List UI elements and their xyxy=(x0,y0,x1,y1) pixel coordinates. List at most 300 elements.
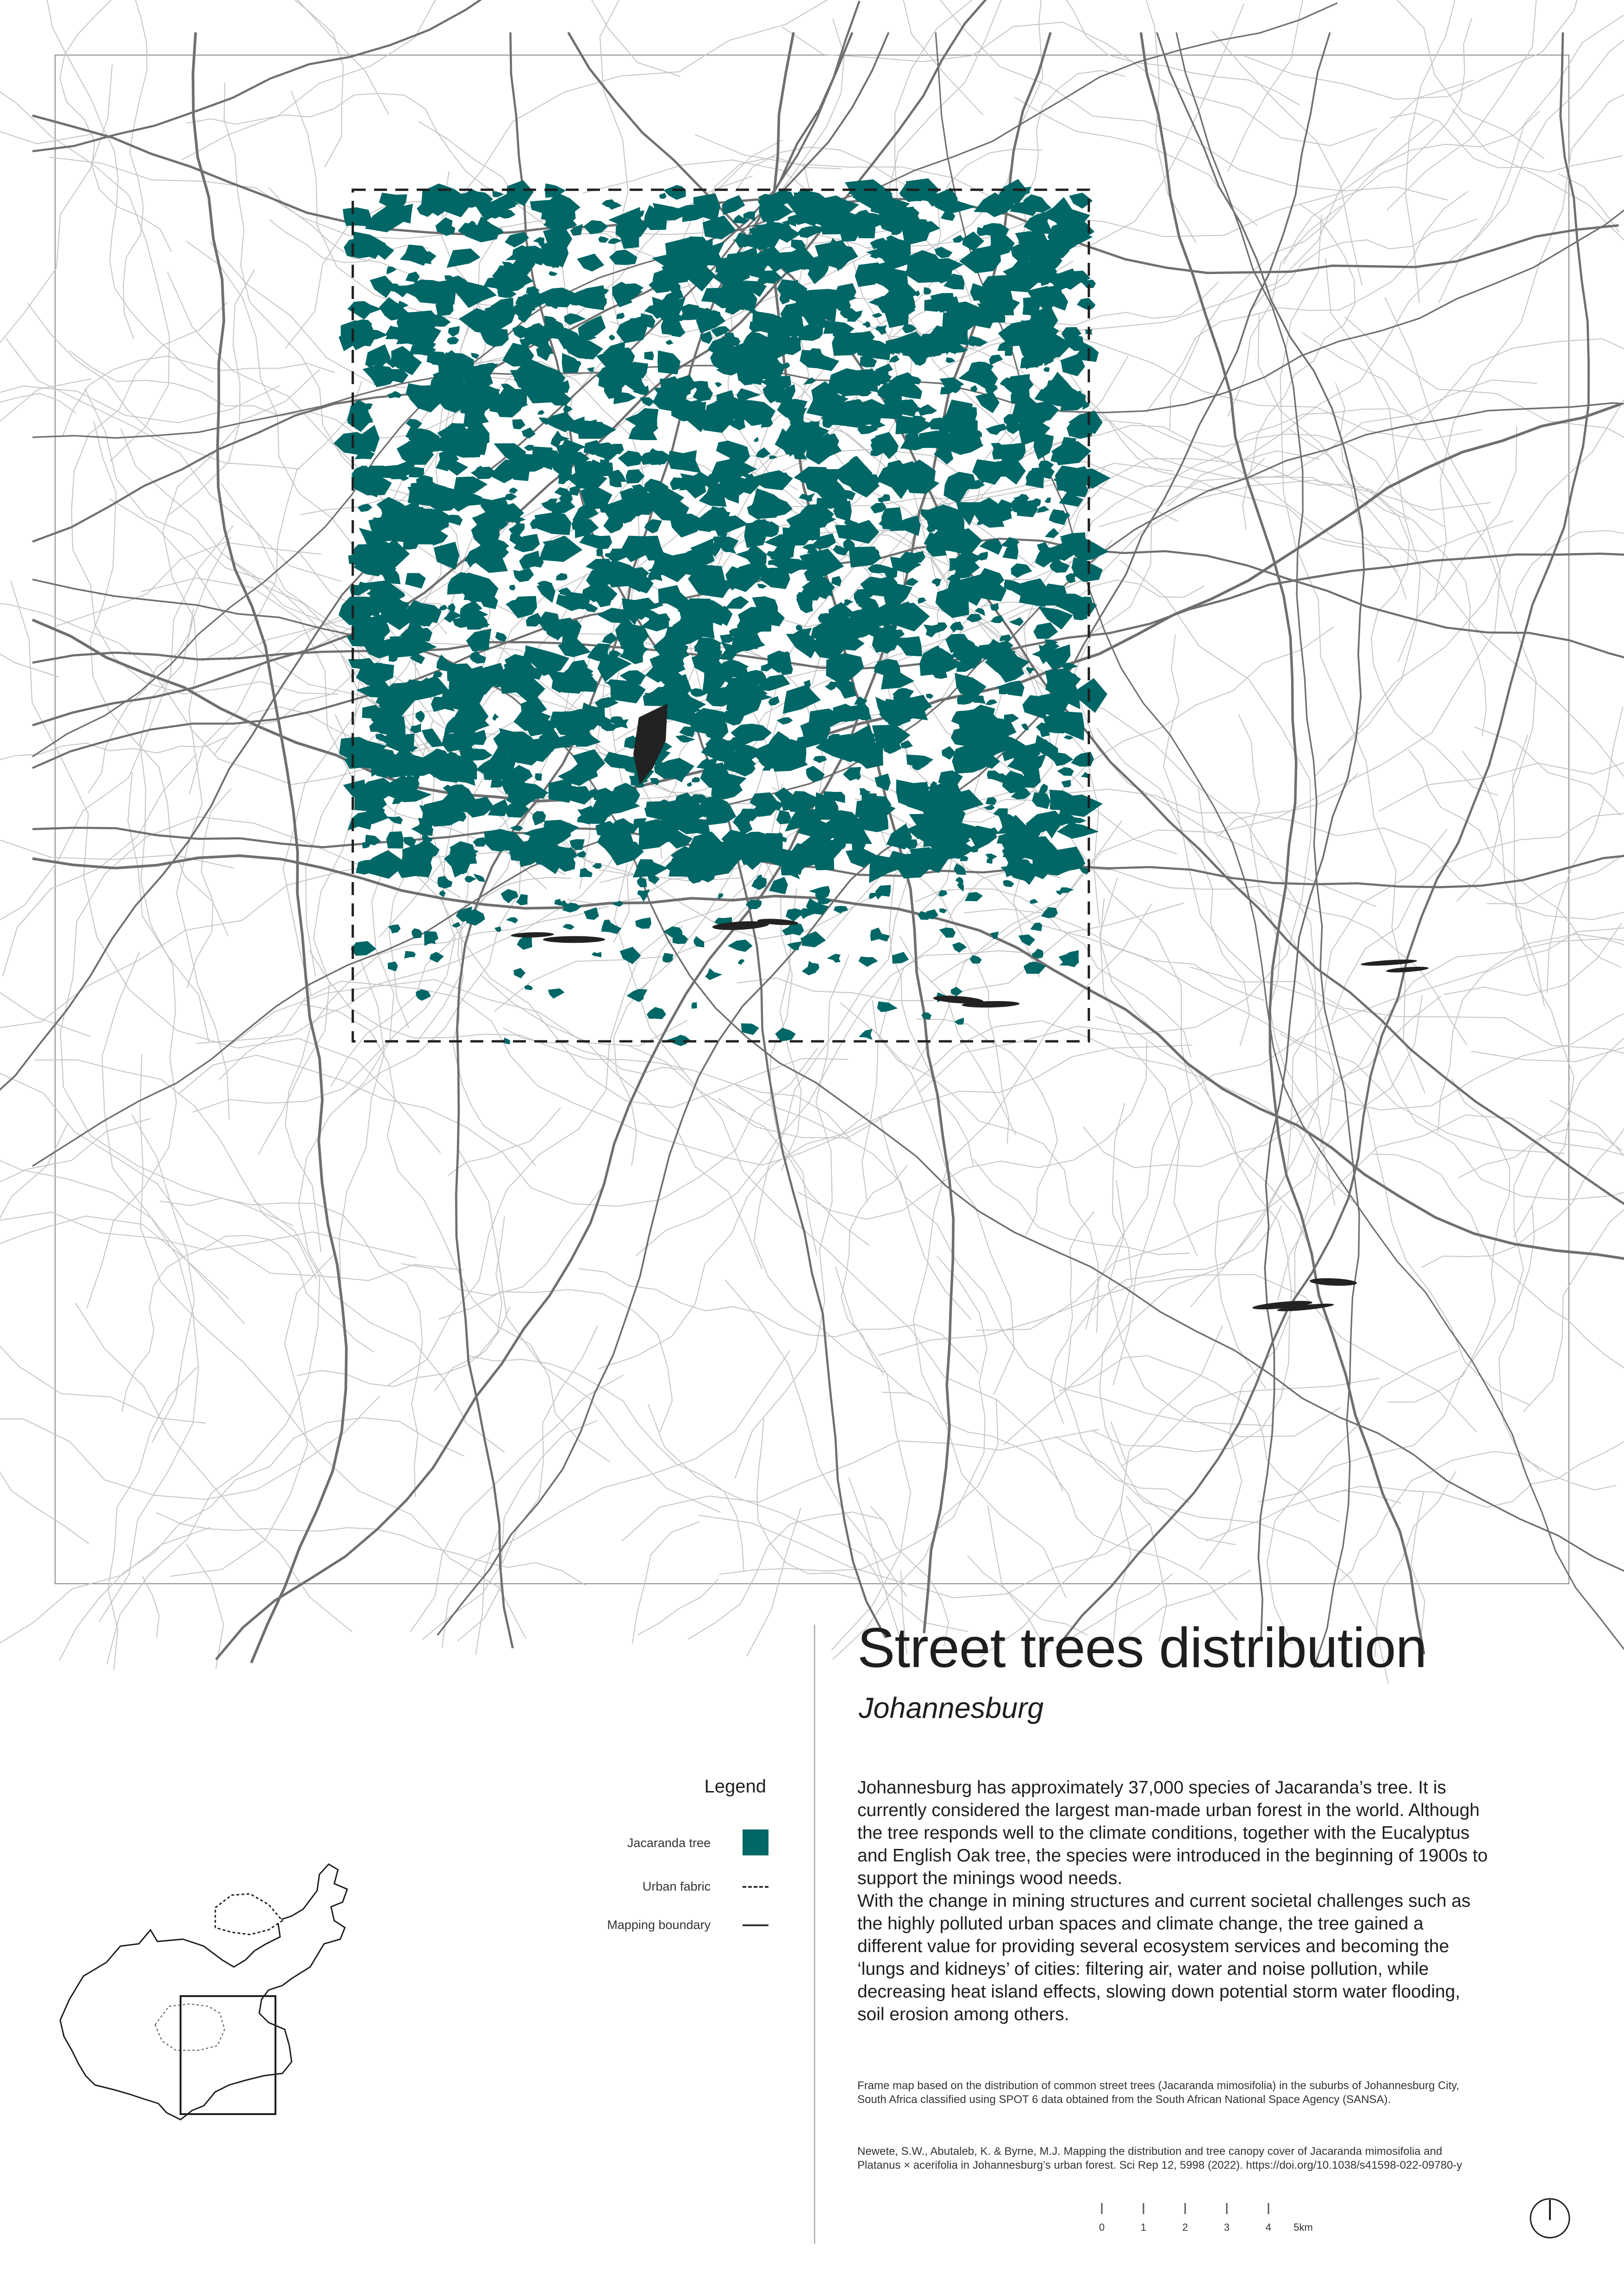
minor-road xyxy=(0,1465,89,1544)
jacaranda-patch xyxy=(493,713,499,721)
jacaranda-patch xyxy=(453,477,487,494)
minor-road xyxy=(1443,923,1622,996)
jacaranda-patch xyxy=(584,907,599,920)
inset-north-lobe xyxy=(215,1894,282,1935)
minor-road xyxy=(1435,75,1624,601)
minor-road xyxy=(107,1201,320,1664)
minor-road xyxy=(258,714,355,1154)
legend-label: Jacaranda tree xyxy=(627,1836,711,1850)
jacaranda-patch xyxy=(1036,722,1050,737)
jacaranda-patch xyxy=(939,927,956,938)
minor-road xyxy=(202,381,362,661)
jacaranda-patch xyxy=(643,686,673,706)
jacaranda-patch xyxy=(862,321,870,328)
jacaranda-patch xyxy=(715,382,722,387)
minor-road xyxy=(1439,15,1624,303)
minor-road xyxy=(0,1123,68,1238)
minor-road xyxy=(480,975,762,1269)
jacaranda-patch xyxy=(834,906,849,913)
minor-road xyxy=(628,1046,869,1246)
jacaranda-patch xyxy=(583,220,608,235)
jacaranda-patch xyxy=(592,952,602,958)
jacaranda-patch xyxy=(404,951,416,959)
minor-road xyxy=(1511,530,1624,617)
minor-road xyxy=(448,1108,560,1176)
jacaranda-patch xyxy=(617,312,625,319)
jacaranda-patch xyxy=(1037,506,1049,513)
jacaranda-patch xyxy=(935,247,953,258)
jacaranda-patch xyxy=(580,868,593,877)
jacaranda-patch xyxy=(1057,767,1074,776)
jacaranda-patch xyxy=(1019,583,1049,607)
legend-item-urban-fabric xyxy=(509,1873,768,1901)
jacaranda-patch xyxy=(468,748,493,761)
jacaranda-patch xyxy=(605,553,612,558)
minor-road xyxy=(648,1404,968,1631)
minor-road xyxy=(1121,1378,1379,1467)
jacaranda-patch xyxy=(412,928,422,939)
jacaranda-patch xyxy=(513,568,534,582)
minor-road xyxy=(187,1544,224,1669)
jacaranda-patch xyxy=(447,249,481,268)
minor-road xyxy=(734,1084,971,1319)
jacaranda-patch xyxy=(881,507,903,531)
minor-road xyxy=(63,356,335,436)
jacaranda-patch xyxy=(471,521,500,547)
jacaranda-patch xyxy=(693,936,704,948)
minor-road xyxy=(688,1512,883,1639)
municipal-boundary-outline xyxy=(60,1864,347,2120)
jacaranda-patch xyxy=(783,685,821,714)
minor-road xyxy=(1004,829,1447,1444)
minor-road xyxy=(0,1396,380,1499)
jacaranda-patch xyxy=(434,542,460,570)
jacaranda-patch xyxy=(607,238,622,244)
jacaranda-patch xyxy=(648,875,660,884)
jacaranda-patch xyxy=(956,877,963,884)
mine-dump xyxy=(1386,966,1429,974)
jacaranda-patch xyxy=(692,777,700,783)
jacaranda-patch xyxy=(362,841,370,848)
scale-label: 4 xyxy=(1265,2221,1272,2233)
jacaranda-patch xyxy=(787,941,802,950)
jacaranda-patch xyxy=(831,576,842,587)
jacaranda-patch xyxy=(722,195,745,215)
minor-road xyxy=(632,1522,700,1643)
minor-road xyxy=(878,1275,1476,1432)
minor-road xyxy=(219,981,869,1165)
jacaranda-patch xyxy=(754,437,759,442)
page-subtitle: Johannesburg xyxy=(859,1692,1044,1724)
jacaranda-patch xyxy=(1009,617,1024,626)
jacaranda-patch xyxy=(430,952,444,963)
jacaranda-patch xyxy=(537,410,544,415)
jacaranda-patch xyxy=(1071,752,1094,766)
jacaranda-patch xyxy=(1004,714,1019,722)
minor-road xyxy=(1051,1212,1094,1424)
jacaranda-patch xyxy=(887,283,918,300)
jacaranda-patch xyxy=(1049,509,1068,525)
minor-road xyxy=(1512,734,1544,1006)
jacaranda-patch xyxy=(1034,432,1054,460)
jacaranda-patch xyxy=(343,207,371,226)
minor-road xyxy=(1336,383,1498,795)
jacaranda-patch xyxy=(918,404,937,416)
jacaranda-patch xyxy=(874,659,901,677)
jacaranda-patch xyxy=(626,469,645,484)
jacaranda-patch xyxy=(975,392,999,413)
jacaranda-patch xyxy=(692,1002,697,1009)
scale-bar xyxy=(1093,2203,1313,2235)
jacaranda-patch xyxy=(857,217,875,238)
jacaranda-patch xyxy=(509,585,516,591)
jacaranda-patch xyxy=(512,419,525,429)
jacaranda-patch xyxy=(954,1018,964,1025)
jacaranda-patch xyxy=(584,602,598,612)
minor-road xyxy=(1206,1491,1401,1541)
jacaranda-patch xyxy=(725,596,749,609)
jacaranda-patch xyxy=(548,989,565,999)
jacaranda-patch xyxy=(749,692,773,700)
jacaranda-patch xyxy=(769,455,778,459)
minor-road xyxy=(964,909,1265,1001)
jacaranda-patch xyxy=(989,355,1003,365)
minor-road xyxy=(1332,813,1624,1020)
legend-item-jacaranda-tree xyxy=(509,1829,768,1857)
minor-road xyxy=(1345,317,1624,457)
minor-road xyxy=(1524,1194,1624,1412)
minor-road xyxy=(735,147,920,193)
minor-road xyxy=(725,1280,907,1597)
minor-road xyxy=(1405,0,1460,303)
jacaranda-patch xyxy=(647,1007,666,1019)
jacaranda-patch xyxy=(351,941,376,956)
jacaranda-patch xyxy=(736,543,767,566)
legend-title: Legend xyxy=(704,1776,766,1797)
minor-road xyxy=(882,1392,1238,1620)
jacaranda-patch xyxy=(474,874,485,882)
jacaranda-patch xyxy=(659,193,667,199)
minor-road xyxy=(974,1159,1190,1255)
minor-road xyxy=(299,720,505,1452)
jacaranda-patch xyxy=(858,957,878,967)
scale-label: 3 xyxy=(1224,2221,1230,2233)
jacaranda-patch xyxy=(960,856,968,861)
jacaranda-patch xyxy=(362,365,398,387)
jacaranda-patch xyxy=(1033,622,1058,639)
minor-road xyxy=(1549,1100,1624,1167)
jacaranda-patch xyxy=(532,811,546,826)
minor-road xyxy=(439,1289,673,1432)
minor-road xyxy=(160,1198,423,1497)
minor-road xyxy=(60,817,461,1226)
minor-road xyxy=(411,1375,624,1632)
minor-road xyxy=(71,302,338,694)
jacaranda-patch xyxy=(609,650,622,660)
mine-dump xyxy=(1361,958,1418,967)
column-divider xyxy=(814,1624,815,2244)
page-title: Street trees distribution xyxy=(857,1616,1427,1679)
jacaranda-patch xyxy=(985,700,997,705)
jacaranda-patch xyxy=(668,450,701,473)
major-road xyxy=(1141,32,1424,1654)
jacaranda-patch xyxy=(946,357,956,363)
minor-road xyxy=(1388,1079,1510,1402)
jacaranda-patch xyxy=(1044,498,1051,503)
jacaranda-patch xyxy=(348,554,368,566)
jacaranda-patch xyxy=(509,487,518,494)
scale-label: 0 xyxy=(1099,2221,1105,2233)
minor-road xyxy=(0,386,280,423)
jacaranda-patch xyxy=(549,271,558,276)
jacaranda-patch xyxy=(1061,780,1071,787)
jacaranda-patch xyxy=(609,335,615,341)
jacaranda-patch xyxy=(1077,298,1095,311)
minor-road xyxy=(401,1152,612,1295)
scale-label: 2 xyxy=(1182,2221,1188,2233)
jacaranda-patch xyxy=(608,202,622,210)
jacaranda-patch xyxy=(926,694,933,699)
jacaranda-patch xyxy=(405,573,426,588)
minor-road xyxy=(0,1528,210,1649)
minor-road xyxy=(0,1119,150,1189)
scale-label: 5km xyxy=(1293,2221,1313,2233)
jacaranda-patch xyxy=(466,628,492,652)
jacaranda-patch xyxy=(504,493,517,501)
minor-road xyxy=(6,338,341,581)
minor-road xyxy=(59,1418,464,1661)
jacaranda-patch xyxy=(931,578,941,587)
jacaranda-patch xyxy=(577,254,604,272)
jacaranda-patch xyxy=(387,391,402,398)
jacaranda-patch xyxy=(757,584,767,589)
jacaranda-patch xyxy=(987,858,993,864)
minor-road xyxy=(187,93,534,197)
reference-citation: Newete, S.W., Abutaleb, K. & Byrne, M.J. Mapping the distribution and tree canopy cover of Jacaranda mimosifolia and Platanus × acerifolia in Johannesburg’s urban forest. Sci Rep 12, 5998 (2022). https://doi.org/10.1038/s41598-022-09780-y xyxy=(857,2145,1462,2172)
mine-dump xyxy=(543,936,605,943)
minor-road xyxy=(1228,0,1308,172)
minor-road xyxy=(862,867,1061,1202)
jacaranda-patch xyxy=(648,571,663,581)
minor-road xyxy=(1487,852,1624,904)
jacaranda-patch xyxy=(533,237,544,246)
jacaranda-patch xyxy=(387,816,403,824)
jacaranda-patch xyxy=(437,876,453,889)
jacaranda-patch xyxy=(1045,528,1059,538)
jacaranda-patch xyxy=(609,548,627,561)
jacaranda-patch xyxy=(513,968,525,978)
jacaranda-patch xyxy=(577,851,586,858)
minor-road xyxy=(179,1049,818,1207)
minor-road xyxy=(636,842,916,1256)
jacaranda-patch xyxy=(1030,899,1038,903)
jacaranda-patch xyxy=(627,989,648,1002)
minor-road xyxy=(1014,97,1257,226)
jacaranda-patch xyxy=(1018,934,1035,946)
minor-road xyxy=(1280,1034,1529,1405)
minor-road xyxy=(339,961,384,1287)
minor-road xyxy=(747,1508,801,1656)
jacaranda-patch xyxy=(776,810,791,824)
jacaranda-patch xyxy=(604,384,622,399)
minor-road xyxy=(1283,18,1472,264)
minor-road xyxy=(1390,113,1623,172)
minor-road xyxy=(457,1421,598,1642)
jacaranda-patch xyxy=(1011,563,1032,578)
jacaranda-patch xyxy=(657,350,681,374)
minor-road xyxy=(798,1042,1147,1220)
jacaranda-patch xyxy=(1030,922,1042,931)
jacaranda-patch xyxy=(939,908,947,914)
jacaranda-patch xyxy=(847,311,862,322)
jacaranda-patch xyxy=(991,615,1004,623)
jacaranda-patch xyxy=(843,599,854,606)
jacaranda-patch xyxy=(882,494,890,502)
jacaranda-patch xyxy=(874,773,891,791)
jacaranda-patch xyxy=(877,1002,898,1012)
minor-road xyxy=(47,0,213,382)
jacaranda-patch xyxy=(1003,880,1014,887)
jacaranda-patch xyxy=(447,337,459,345)
minor-road xyxy=(887,0,1003,199)
minor-road xyxy=(181,0,440,160)
jacaranda-patch xyxy=(505,232,529,247)
mine-dumps xyxy=(511,918,1429,1313)
jacaranda-patch xyxy=(587,367,594,372)
jacaranda-patch xyxy=(479,328,509,347)
jacaranda-patch xyxy=(495,632,507,641)
jacaranda-patch xyxy=(741,1023,759,1035)
jacaranda-patch xyxy=(640,397,655,406)
minor-road xyxy=(0,1151,244,1324)
jacaranda-patch xyxy=(609,250,637,265)
jacaranda-patch xyxy=(705,968,722,980)
jacaranda-patch xyxy=(537,583,556,603)
minor-road xyxy=(75,1303,352,1631)
jacaranda-patch xyxy=(1049,790,1079,810)
minor-road xyxy=(285,906,609,1252)
minor-road xyxy=(698,1515,1150,1598)
jacaranda-patch xyxy=(438,604,448,610)
jacaranda-patch xyxy=(387,962,398,971)
minor-road xyxy=(297,1307,510,1387)
jacaranda-patch xyxy=(1057,823,1099,839)
jacaranda-swatch-icon xyxy=(743,1829,768,1855)
minor-road xyxy=(169,270,255,515)
jacaranda-patch xyxy=(952,942,967,953)
minor-road xyxy=(782,22,1377,146)
minor-road xyxy=(281,0,344,167)
jacaranda-patch xyxy=(635,917,651,928)
minor-road xyxy=(3,754,197,977)
minor-road xyxy=(929,0,1448,200)
jacaranda-patch xyxy=(448,326,460,337)
jacaranda-patch xyxy=(687,782,692,787)
minor-road xyxy=(1336,1451,1616,1585)
jacaranda-patch xyxy=(596,549,603,557)
jacaranda-patch xyxy=(556,573,568,580)
minor-road xyxy=(123,0,147,339)
jacaranda-patch xyxy=(738,959,745,965)
jacaranda-patch xyxy=(951,710,971,727)
minor-road xyxy=(1302,332,1536,901)
jacaranda-patch xyxy=(386,831,403,848)
scale-label: 1 xyxy=(1140,2221,1147,2233)
minor-road xyxy=(831,1266,911,1650)
jacaranda-patch xyxy=(506,917,518,924)
minor-road xyxy=(56,542,321,626)
minor-road xyxy=(614,926,683,1166)
jacaranda-patch xyxy=(1032,792,1050,809)
minor-road xyxy=(1058,0,1299,105)
jacaranda-patch xyxy=(592,863,602,869)
jacaranda-patch xyxy=(1064,735,1074,740)
minor-road xyxy=(913,904,1152,1598)
jacaranda-patch xyxy=(663,185,686,200)
jacaranda-patch xyxy=(633,862,668,877)
jacaranda-patch xyxy=(969,429,982,438)
jacaranda-patch xyxy=(357,504,372,512)
mine-dump xyxy=(511,932,554,938)
jacaranda-patch xyxy=(1059,950,1079,964)
jacaranda-patch xyxy=(878,497,883,503)
minor-road xyxy=(599,1045,1193,1369)
jacaranda-patch xyxy=(1043,367,1049,372)
north-arrow-icon xyxy=(1529,2197,1571,2240)
minor-road xyxy=(1100,878,1197,1256)
jacaranda-patch xyxy=(644,351,654,361)
jacaranda-patch xyxy=(469,651,486,664)
jacaranda-patch xyxy=(464,876,476,883)
jacaranda-patch xyxy=(690,688,704,697)
minor-road xyxy=(442,1350,790,1647)
minor-road xyxy=(0,1212,417,1257)
minor-road xyxy=(108,1367,197,1670)
solid-line-icon xyxy=(743,1924,768,1926)
jacaranda-patch xyxy=(623,376,649,393)
jacaranda-patch xyxy=(615,624,649,648)
major-road xyxy=(1157,32,1364,1641)
minor-road xyxy=(637,1579,718,1635)
major-road xyxy=(32,856,1624,1261)
minor-road xyxy=(1111,1421,1131,1643)
minor-road xyxy=(142,1576,159,1637)
minor-road xyxy=(1458,1129,1622,1178)
jacaranda-patch xyxy=(859,1029,873,1040)
minor-road xyxy=(0,64,112,354)
jacaranda-patch xyxy=(1046,753,1073,766)
minor-road xyxy=(1278,1115,1624,1300)
legend-label: Mapping boundary xyxy=(607,1918,711,1932)
jacaranda-patch xyxy=(439,890,446,897)
legend-label: Urban fabric xyxy=(642,1879,711,1893)
jacaranda-patch xyxy=(423,604,429,609)
main-map[interactable] xyxy=(55,55,1569,1584)
jacaranda-patch xyxy=(387,267,397,274)
jacaranda-patch xyxy=(775,1028,796,1042)
minor-road xyxy=(1245,460,1487,736)
jacaranda-patch xyxy=(924,287,931,294)
legend-item-mapping-boundary xyxy=(509,1911,768,1939)
jacaranda-patch xyxy=(802,931,826,947)
jacaranda-patch xyxy=(620,947,641,964)
description-text xyxy=(857,1776,1492,2026)
minor-road xyxy=(841,1165,908,1375)
jacaranda-patch xyxy=(986,423,1007,435)
minor-road xyxy=(917,1019,1057,1237)
jacaranda-patch xyxy=(403,538,418,550)
dashed-line-icon xyxy=(743,1886,768,1888)
